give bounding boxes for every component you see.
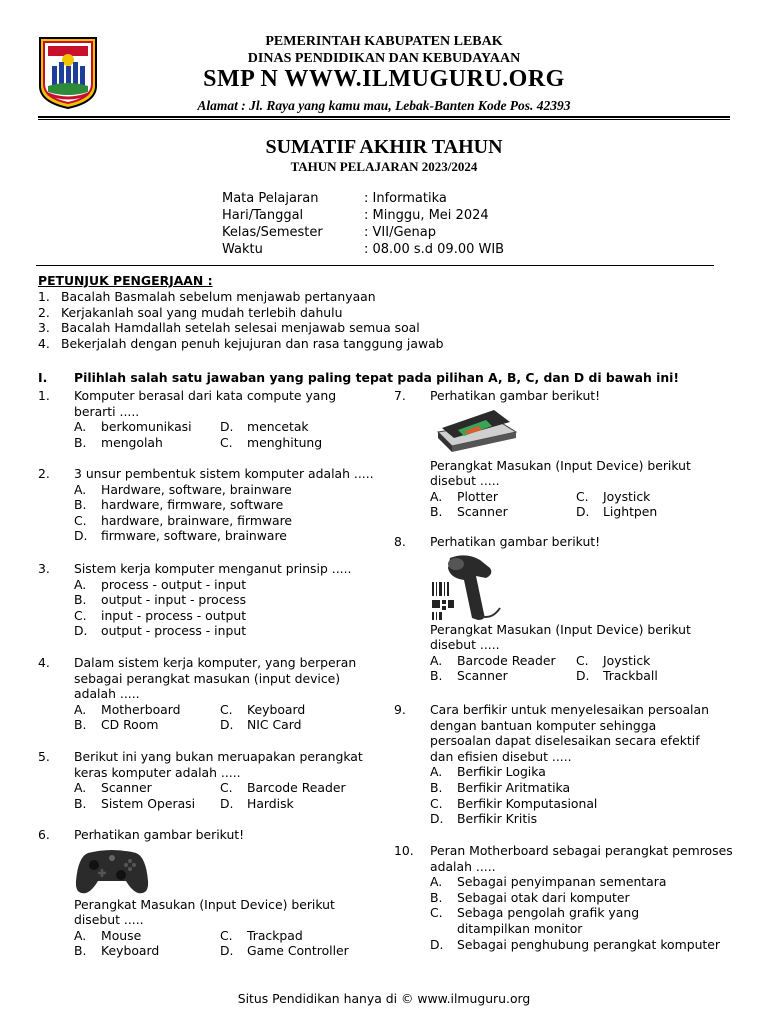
option-text: Plotter <box>457 488 498 504</box>
barcode-reader-icon <box>430 552 504 622</box>
exam-title: SUMATIF AKHIR TAHUN <box>265 136 503 158</box>
option-text: Sebagai penghubung perangkat komputer <box>457 936 720 952</box>
section-heading <box>38 370 738 386</box>
question-number: 1. <box>38 388 50 403</box>
school-name: SMP N WWW.ILMUGURU.ORG <box>203 66 565 92</box>
question-8 <box>394 534 739 684</box>
option-letter: A. <box>430 488 443 504</box>
option-letter: A. <box>74 419 87 435</box>
option-text: Berfikir Logika <box>457 764 546 780</box>
instruction-item <box>38 320 718 336</box>
instructions-list <box>38 289 718 351</box>
option-letter: A. <box>430 764 443 780</box>
instructions-title: PETUNJUK PENGERJAAN : <box>38 273 213 288</box>
question-text: Dalam sistem kerja komputer, yang berperan sebagai perangkat masukan (input device) adalah ..... <box>74 655 357 702</box>
question-text: Peran Motherboard sebagai perangkat pemroses adalah ..... <box>430 843 733 874</box>
question-2 <box>38 466 378 544</box>
question-text: Perhatikan gambar berikut! <box>74 827 245 842</box>
option-text: NIC Card <box>247 717 302 733</box>
question-number: 5. <box>38 749 50 764</box>
option-text: Game Controller <box>247 943 349 959</box>
question-text: Perhatikan gambar berikut! <box>430 388 601 403</box>
option-text: Sebagai otak dari komputer <box>457 889 630 905</box>
option-text: Sebagai penyimpanan sementara <box>457 874 667 890</box>
option-letter: A. <box>74 481 87 497</box>
option-letter: B. <box>430 889 443 905</box>
option-letter: B. <box>430 504 443 520</box>
instruction-item <box>38 336 718 352</box>
option-text: Scanner <box>101 780 152 796</box>
option-letter: B. <box>430 779 443 795</box>
option-text: Lightpen <box>603 504 658 520</box>
question-9 <box>394 702 716 827</box>
page-footer: Situs Pendidikan hanya di © www.ilmuguru.org <box>237 991 531 1006</box>
option-letter: A. <box>430 652 443 668</box>
option-letter: B. <box>430 668 443 684</box>
option-letter: C. <box>74 607 87 623</box>
info-key: Kelas/Semester <box>222 225 323 240</box>
option-letter: A. <box>74 927 87 943</box>
instruction-number: 2. <box>38 304 50 320</box>
question-5 <box>38 749 378 811</box>
question-text: Sistem kerja komputer menganut prinsip ..... <box>74 561 352 576</box>
question-3 <box>38 561 378 639</box>
info-value: : 08.00 s.d 09.00 WIB <box>364 242 505 257</box>
option-text: mencetak <box>247 419 309 435</box>
info-value: : Informatika <box>364 191 447 206</box>
option-text: Berfikir Komputasional <box>457 795 598 811</box>
option-text: Berfikir Kritis <box>457 811 538 827</box>
info-key: Mata Pelajaran <box>222 191 319 206</box>
question-text: Komputer berasal dari kata compute yang berarti ..... <box>74 388 337 419</box>
game-controller-icon <box>74 845 150 897</box>
info-row <box>222 207 504 224</box>
exam-subtitle: TAHUN PELAJARAN 2023/2024 <box>290 159 478 174</box>
option-text: Motherboard <box>101 701 181 717</box>
question-10 <box>394 843 739 952</box>
option-letter: A. <box>74 576 87 592</box>
question-text: Cara berfikir untuk menyelesaikan persoalan dengan bantuan komputer sehingga persoalan dapat diselesaikan secara efektif dan efisien disebut ..... <box>430 702 709 764</box>
option-text: hardware, firmware, software <box>101 497 284 513</box>
question-subtext: Perangkat Masukan (Input Device) berikut disebut ..... <box>430 621 691 653</box>
option-letter: C. <box>430 905 443 921</box>
instruction-text: Bacalah Hamdallah setelah selesai menjawab semua soal <box>61 320 420 336</box>
instruction-item <box>38 289 718 305</box>
option-letter: C. <box>220 780 233 796</box>
option-letter: A. <box>74 701 87 717</box>
option-text: Scanner <box>457 668 508 684</box>
question-subtext: Perangkat Masukan (Input Device) berikut disebut ..... <box>74 896 335 928</box>
option-letter: A. <box>74 780 87 796</box>
info-row <box>222 241 504 258</box>
info-key: Waktu <box>222 242 263 257</box>
option-text: Trackpad <box>247 927 303 943</box>
question-subtext: Perangkat Masukan (Input Device) berikut disebut ..... <box>430 457 691 489</box>
question-4 <box>38 655 378 733</box>
option-text: output - input - process <box>101 592 247 608</box>
school-address: Alamat : Jl. Raya yang kamu mau, Lebak-Banten Kode Pos. 42393 <box>197 98 571 113</box>
instruction-text: Kerjakanlah soal yang mudah terlebih dahulu <box>61 304 343 320</box>
option-text: Sistem Operasi <box>101 795 196 811</box>
school-logo-icon <box>38 36 98 110</box>
option-text: Sebaga pengolah grafik yang ditampilkan monitor <box>457 905 640 936</box>
option-text: mengolah <box>101 434 163 450</box>
option-text: Barcode Reader <box>457 652 556 668</box>
option-letter: C. <box>430 795 443 811</box>
option-letter: A. <box>430 874 443 890</box>
option-text: process - output - input <box>101 576 247 592</box>
question-number: 4. <box>38 655 50 670</box>
header-divider-thin <box>38 119 730 120</box>
option-text: input - process - output <box>101 607 247 623</box>
option-letter: C. <box>576 488 589 504</box>
option-text: menghitung <box>247 434 323 450</box>
info-row <box>222 224 504 241</box>
option-letter: C. <box>74 512 87 528</box>
scanner-icon <box>430 406 518 458</box>
option-text: Joystick <box>603 652 651 668</box>
instruction-number: 1. <box>38 289 50 304</box>
option-text: berkomunikasi <box>101 419 192 435</box>
instruction-item <box>38 305 718 321</box>
info-value: : VII/Genap <box>364 225 436 240</box>
info-divider <box>36 265 714 266</box>
question-number: 2. <box>38 466 50 481</box>
info-row <box>222 190 504 207</box>
option-letter: D. <box>220 419 234 435</box>
option-letter: B. <box>74 717 87 733</box>
option-letter: B. <box>74 434 87 450</box>
option-letter: D. <box>220 795 234 811</box>
option-text: hardware, brainware, firmware <box>101 512 293 528</box>
section-number: I. <box>38 370 48 385</box>
option-text: firmware, software, brainware <box>101 528 287 544</box>
instruction-text: Bekerjalah dengan penuh kejujuran dan rasa tanggung jawab <box>61 335 444 351</box>
question-number: 9. <box>394 702 406 717</box>
question-text: 3 unsur pembentuk sistem komputer adalah ..... <box>74 466 374 481</box>
question-number: 3. <box>38 561 50 576</box>
question-text: Berikut ini yang bukan meruapakan perangkat keras komputer adalah ..... <box>74 749 363 780</box>
option-text: Keyboard <box>101 943 160 959</box>
option-text: Berfikir Aritmatika <box>457 779 571 795</box>
instruction-number: 4. <box>38 335 50 351</box>
option-letter: D. <box>220 717 234 733</box>
option-letter: D. <box>74 623 88 639</box>
option-letter: B. <box>74 943 87 959</box>
option-text: Scanner <box>457 504 508 520</box>
info-key: Hari/Tanggal <box>222 208 304 223</box>
option-letter: B. <box>74 592 87 608</box>
option-letter: D. <box>576 668 590 684</box>
question-number: 6. <box>38 827 50 842</box>
option-letter: C. <box>220 434 233 450</box>
option-text: Joystick <box>603 488 651 504</box>
header-line-1: PEMERINTAH KABUPATEN LEBAK <box>265 34 503 49</box>
option-letter: D. <box>430 936 444 952</box>
option-text: Trackball <box>603 668 658 684</box>
question-number: 10. <box>394 843 414 858</box>
question-number: 7. <box>394 388 406 403</box>
question-1 <box>38 388 378 450</box>
option-letter: C. <box>220 701 233 717</box>
option-text: Keyboard <box>247 701 306 717</box>
option-letter: C. <box>220 927 233 943</box>
question-number: 8. <box>394 534 406 549</box>
question-7 <box>394 388 739 520</box>
instruction-number: 3. <box>38 320 50 336</box>
option-letter: D. <box>220 943 234 959</box>
instruction-text: Bacalah Basmalah sebelum menjawab pertanyaan <box>61 289 376 304</box>
option-letter: C. <box>576 652 589 668</box>
section-text: Pilihlah salah satu jawaban yang paling tepat pada pilihan A, B, C, dan D di bawah ini! <box>74 370 680 385</box>
option-text: Mouse <box>101 927 142 943</box>
question-text: Perhatikan gambar berikut! <box>430 534 601 549</box>
header-divider <box>38 116 730 118</box>
header-line-2: DINAS PENDIDIKAN DAN KEBUDAYAAN <box>247 51 521 66</box>
exam-info <box>222 190 504 258</box>
option-text: Hardware, software, brainware <box>101 481 292 497</box>
option-letter: D. <box>576 504 590 520</box>
option-letter: D. <box>74 528 88 544</box>
option-text: Hardisk <box>247 795 294 811</box>
option-letter: B. <box>74 497 87 513</box>
option-text: Barcode Reader <box>247 780 346 796</box>
option-text: CD Room <box>101 717 159 733</box>
option-letter: B. <box>74 795 87 811</box>
option-letter: D. <box>430 811 444 827</box>
option-text: output - process - input <box>101 623 247 639</box>
question-6 <box>38 827 378 959</box>
info-value: : Minggu, Mei 2024 <box>364 208 489 223</box>
